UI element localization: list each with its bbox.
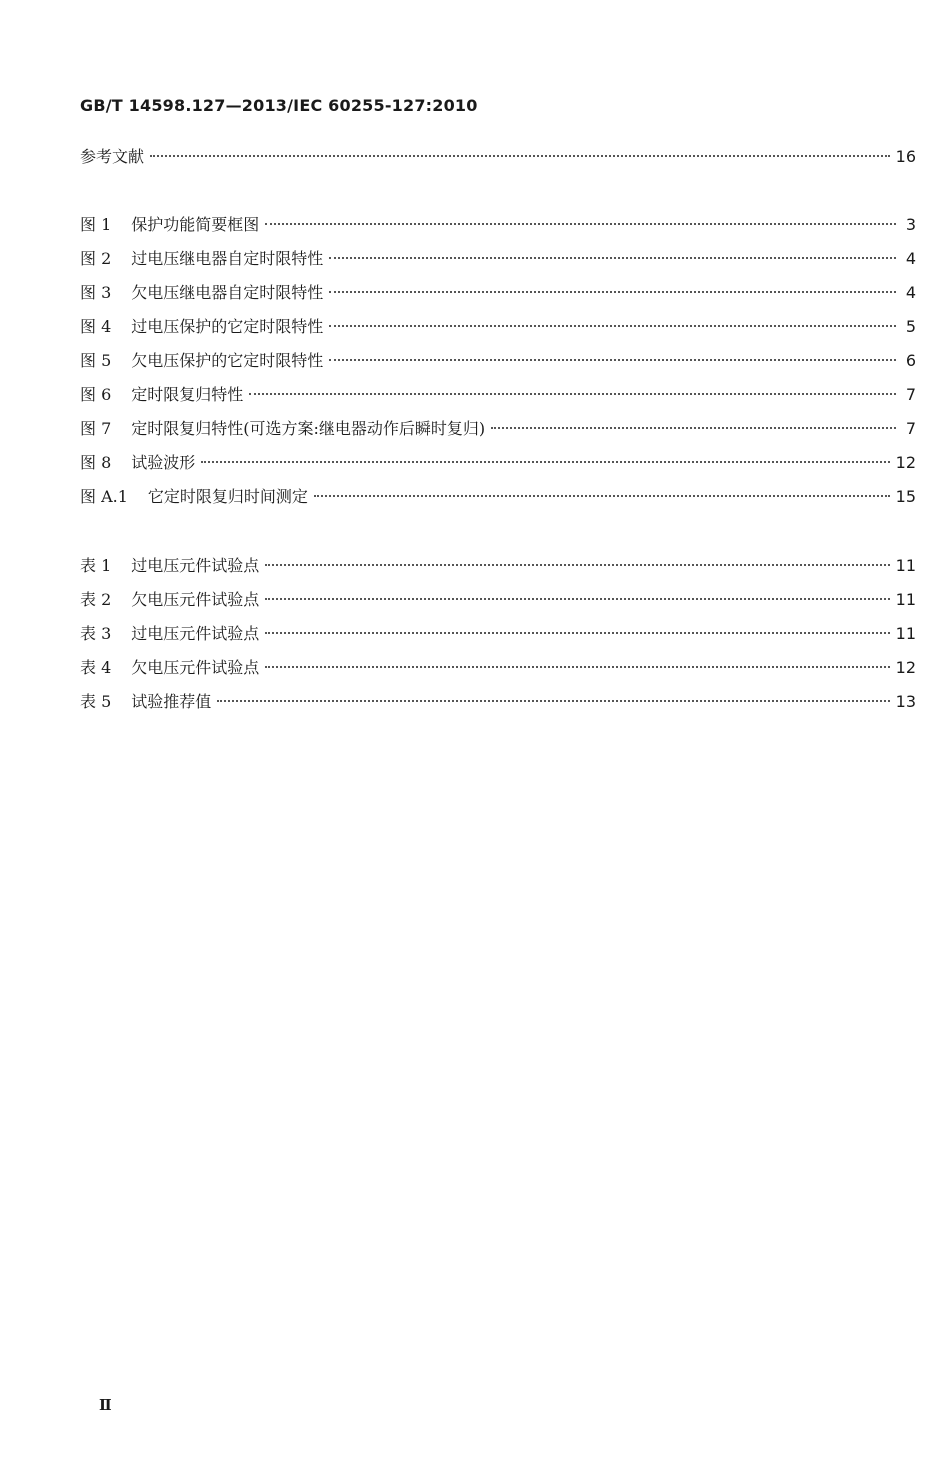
toc-entry-label: 图 1	[80, 215, 112, 234]
toc-entry-title: 它定时限复归时间测定	[147, 487, 308, 506]
toc-leader-dots	[329, 325, 896, 327]
toc-page-number: 3	[905, 215, 916, 234]
toc-entry-title: 保护功能简要框图	[131, 215, 260, 234]
toc-page-number: 12	[895, 658, 916, 677]
toc-entry-label: 表 2	[80, 590, 112, 609]
toc-page-number: 15	[895, 487, 916, 506]
toc-leader-dots	[265, 564, 889, 566]
toc-leader-dots	[150, 155, 890, 157]
toc-page-number: 13	[895, 692, 916, 711]
toc-entry-label: 图 6	[80, 385, 112, 404]
toc-entry-title: 欠电压继电器自定时限特性	[131, 283, 324, 302]
toc-entry-label: 图 5	[80, 351, 112, 370]
toc-entry-figure[interactable]	[80, 282, 916, 304]
toc-entry-title: 试验波形	[131, 453, 196, 472]
toc-entry-title: 过电压元件试验点	[131, 556, 260, 575]
toc-leader-dots	[329, 291, 896, 293]
toc-leader-dots	[329, 359, 896, 361]
toc-leader-dots	[265, 666, 889, 668]
toc-leader-dots	[201, 461, 889, 463]
toc-entry-table[interactable]	[80, 623, 916, 645]
toc-entry-table[interactable]	[80, 691, 916, 713]
toc-entry-table[interactable]	[80, 555, 916, 577]
toc-entry-bibliography[interactable]	[80, 146, 916, 168]
toc-entry-figure[interactable]	[80, 418, 916, 440]
toc-entry-figure[interactable]	[80, 316, 916, 338]
document-header: GB/T 14598.127—2013/IEC 60255-127:2010	[80, 96, 478, 115]
toc-page-number: 7	[905, 385, 916, 404]
toc-entry-title: 参考文献	[80, 147, 145, 166]
toc-entry-title: 欠电压元件试验点	[131, 590, 260, 609]
toc-page-number: 6	[905, 351, 916, 370]
toc-entry-figure[interactable]	[80, 384, 916, 406]
toc-entry-title: 过电压元件试验点	[131, 624, 260, 643]
page-number: Ⅱ	[99, 1396, 112, 1414]
toc-leader-dots	[265, 598, 889, 600]
toc-page-number: 11	[895, 590, 916, 609]
toc-entry-figure[interactable]	[80, 214, 916, 236]
toc-page-number: 4	[905, 283, 916, 302]
toc-entry-label: 图 7	[80, 419, 112, 438]
toc-entry-label: 表 4	[80, 658, 112, 677]
toc-leader-dots	[217, 700, 889, 702]
toc-leader-dots	[314, 495, 890, 497]
toc-page-number: 7	[905, 419, 916, 438]
toc-entry-title: 试验推荐值	[131, 692, 212, 711]
toc-entry-table[interactable]	[80, 657, 916, 679]
toc-entry-label: 图 8	[80, 453, 112, 472]
toc-leader-dots	[491, 427, 896, 429]
toc-page-number: 5	[905, 317, 916, 336]
toc-leader-dots	[249, 393, 896, 395]
toc-page-number: 12	[895, 453, 916, 472]
toc-page-number: 16	[895, 147, 916, 166]
toc-entry-label: 图 2	[80, 249, 112, 268]
toc-entry-label: 图 3	[80, 283, 112, 302]
toc-entry-title: 定时限复归特性(可选方案:继电器动作后瞬时复归)	[131, 419, 486, 438]
toc-entry-title: 欠电压元件试验点	[131, 658, 260, 677]
toc-page-number: 4	[905, 249, 916, 268]
toc-entry-table[interactable]	[80, 589, 916, 611]
toc-entry-figure[interactable]	[80, 452, 916, 474]
toc-entry-title: 欠电压保护的它定时限特性	[131, 351, 324, 370]
toc-entry-label: 表 5	[80, 692, 112, 711]
toc-page-number: 11	[895, 556, 916, 575]
toc-entry-title: 定时限复归特性	[131, 385, 244, 404]
toc-leader-dots	[329, 257, 896, 259]
toc-entry-title: 过电压继电器自定时限特性	[131, 249, 324, 268]
toc-entry-label: 图 A.1	[80, 487, 128, 506]
toc-entry-title: 过电压保护的它定时限特性	[131, 317, 324, 336]
toc-entry-label: 表 1	[80, 556, 112, 575]
toc-entry-label: 表 3	[80, 624, 112, 643]
toc-entry-figure[interactable]	[80, 486, 916, 508]
toc-leader-dots	[265, 223, 896, 225]
toc-entry-figure[interactable]	[80, 248, 916, 270]
toc-page-number: 11	[895, 624, 916, 643]
toc-leader-dots	[265, 632, 889, 634]
toc-entry-figure[interactable]	[80, 350, 916, 372]
toc-entry-label: 图 4	[80, 317, 112, 336]
